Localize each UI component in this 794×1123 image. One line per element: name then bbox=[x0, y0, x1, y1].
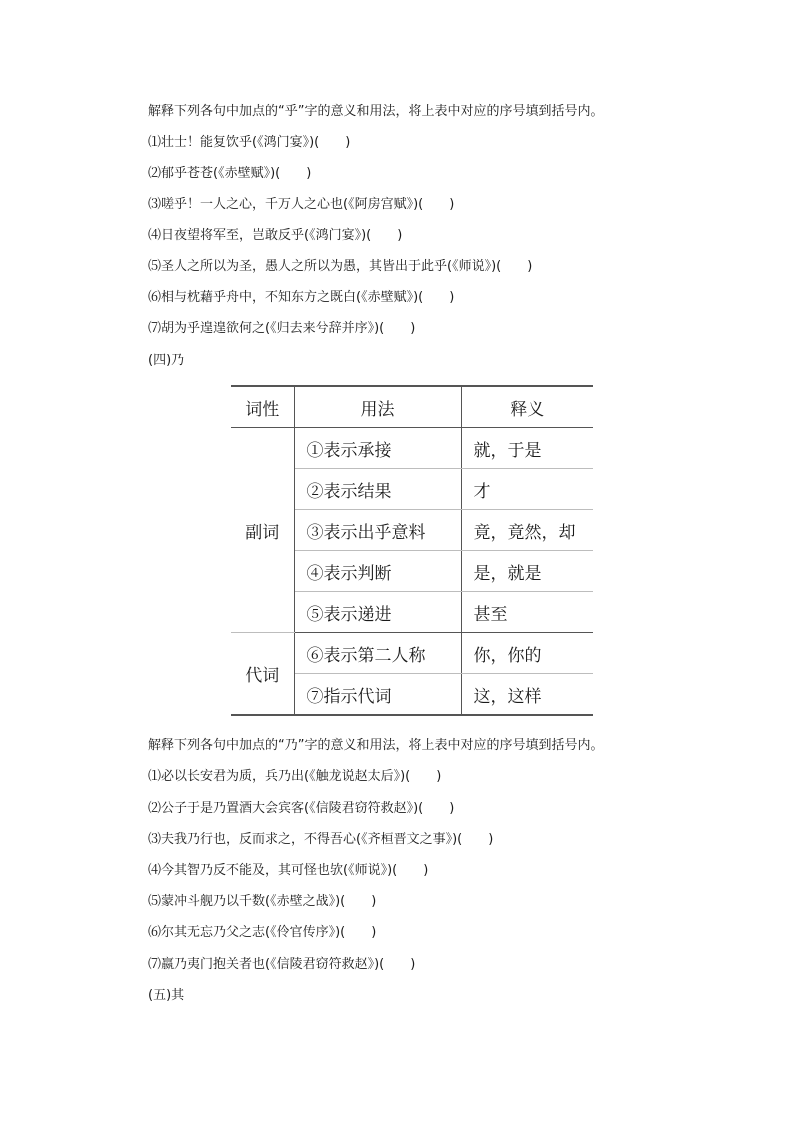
header-meaning: 释义 bbox=[461, 386, 593, 428]
hu-question-5: ⑸圣人之所以为圣，愚人之所以为愚，其皆出于此乎(《师说》)( ) bbox=[148, 259, 533, 274]
usage-cell: ③表示出乎意料 bbox=[294, 510, 461, 551]
hu-question-7: ⑺胡为乎遑遑欲何之(《归去来兮辞并序》)( ) bbox=[148, 321, 416, 336]
meaning-cell: 是，就是 bbox=[461, 551, 593, 592]
nai-usage-table-container bbox=[231, 385, 593, 716]
nai-question-5: ⑸蒙冲斗舰乃以千数(《赤壁之战》)( ) bbox=[148, 894, 377, 909]
table-header-row bbox=[231, 386, 593, 428]
meaning-cell: 竟，竟然，却 bbox=[461, 510, 593, 551]
hu-question-2: ⑵郁乎苍苍(《赤壁赋》)( ) bbox=[148, 166, 312, 181]
hu-question-4: ⑷日夜望将军至，岂敢反乎(《鸿门宴》)( ) bbox=[148, 228, 403, 243]
meaning-cell: 甚至 bbox=[461, 592, 593, 633]
nai-question-7: ⑺嬴乃夷门抱关者也(《信陵君窃符救赵》)( ) bbox=[148, 957, 416, 972]
meaning-cell: 才 bbox=[461, 469, 593, 510]
usage-cell: ④表示判断 bbox=[294, 551, 461, 592]
meaning-cell: 你，你的 bbox=[461, 633, 593, 674]
nai-question-4: ⑷今其智乃反不能及，其可怪也欤(《师说》)( ) bbox=[148, 863, 429, 878]
hu-question-1: ⑴壮士！能复饮乎(《鸿门宴》)( ) bbox=[148, 135, 351, 150]
hu-instruction: 解释下列各句中加点的“乎”字的意义和用法，将上表中对应的序号填到括号内。 bbox=[148, 104, 604, 119]
usage-cell: ②表示结果 bbox=[294, 469, 461, 510]
usage-cell: ⑤表示递进 bbox=[294, 592, 461, 633]
meaning-cell: 这，这样 bbox=[461, 674, 593, 716]
nai-instruction: 解释下列各句中加点的“乃”字的意义和用法，将上表中对应的序号填到括号内。 bbox=[148, 738, 604, 753]
nai-question-1: ⑴必以长安君为质，兵乃出(《触龙说赵太后》)( ) bbox=[148, 769, 442, 784]
nai-heading: (四)乃 bbox=[148, 353, 185, 368]
header-pos: 词性 bbox=[231, 386, 294, 428]
nai-usage-table bbox=[231, 385, 593, 716]
header-usage: 用法 bbox=[294, 386, 461, 428]
meaning-cell: 就，于是 bbox=[461, 428, 593, 469]
qi-heading: (五)其 bbox=[148, 988, 185, 1003]
pos-adverb: 副词 bbox=[231, 428, 294, 633]
table-row bbox=[231, 633, 593, 674]
hu-question-3: ⑶嗟乎！一人之心，千万人之心也(《阿房宫赋》)( ) bbox=[148, 197, 455, 212]
pos-pronoun: 代词 bbox=[231, 633, 294, 716]
usage-cell: ①表示承接 bbox=[294, 428, 461, 469]
table-row bbox=[231, 428, 593, 469]
usage-cell: ⑦指示代词 bbox=[294, 674, 461, 716]
hu-question-6: ⑹相与枕藉乎舟中，不知东方之既白(《赤壁赋》)( ) bbox=[148, 290, 455, 305]
nai-question-6: ⑹尔其无忘乃父之志(《伶官传序》)( ) bbox=[148, 925, 377, 940]
nai-question-2: ⑵公子于是乃置酒大会宾客(《信陵君窃符救赵》)( ) bbox=[148, 801, 455, 816]
nai-question-3: ⑶夫我乃行也，反而求之，不得吾心(《齐桓晋文之事》)( ) bbox=[148, 832, 494, 847]
usage-cell: ⑥表示第二人称 bbox=[294, 633, 461, 674]
